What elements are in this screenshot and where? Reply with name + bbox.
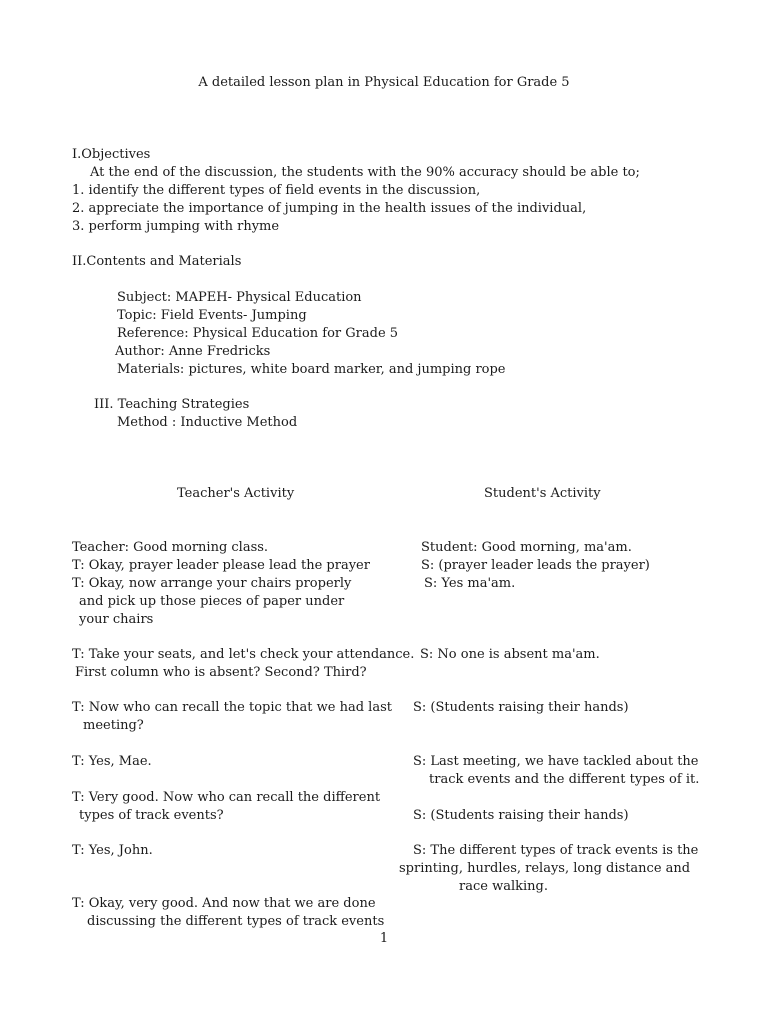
teacher-line: Teacher: Good morning class. [72,540,269,555]
objectives-intro: At the end of the discussion, the students with the 90% accuracy should be able to; [90,165,640,180]
teacher-activity-heading: Teacher's Activity [177,486,295,501]
materials-line: Materials: pictures, white board marker, and jumping rope [117,362,506,377]
page-number: 1 [379,931,389,946]
author-line: Author: Anne Fredricks [115,344,271,359]
objective-item: 3. perform jumping with rhyme [72,219,280,234]
teacher-line: First column who is absent? Second? Third? [75,665,367,680]
teacher-line: T: Now who can recall the topic that we had last [72,700,392,715]
teacher-line: T: Take your seats, and let's check your attendance. [72,647,415,662]
student-line: S: No one is absent ma'am. [420,647,600,662]
teacher-line: types of track events? [79,808,224,823]
teacher-line: T: Yes, John. [72,843,153,858]
method-line: Method : Inductive Method [117,415,298,430]
subject-line: Subject: MAPEH- Physical Education [117,290,362,305]
objective-item: 2. appreciate the importance of jumping in the health issues of the individual, [72,201,587,216]
student-line: sprinting, hurdles, relays, long distance and [399,861,691,876]
teacher-line: discussing the different types of track events [87,914,385,929]
student-line: Student: Good morning, ma'am. [421,540,632,555]
teacher-line: and pick up those pieces of paper under [79,594,345,609]
reference-line: Reference: Physical Education for Grade 5 [117,326,399,341]
student-line: race walking. [459,879,548,894]
teacher-line: your chairs [79,612,154,627]
student-line: S: (Students raising their hands) [413,700,629,715]
teacher-line: T: Very good. Now who can recall the different [72,790,381,805]
document-title: A detailed lesson plan in Physical Education for Grade 5 [198,75,570,90]
teacher-line: T: Okay, prayer leader please lead the prayer [72,558,370,573]
student-line: S: Yes ma'am. [424,576,516,591]
objective-item: 1. identify the different types of field events in the discussion, [72,183,481,198]
objectives-heading: I.Objectives [72,147,151,162]
student-line: S: (prayer leader leads the prayer) [421,558,650,573]
student-line: S: (Students raising their hands) [413,808,629,823]
student-line: track events and the different types of it. [429,772,700,787]
student-activity-heading: Student's Activity [484,486,601,501]
student-line: S: The different types of track events is the [413,843,699,858]
contents-heading: II.Contents and Materials [72,254,242,269]
strategies-heading: III. Teaching Strategies [94,397,250,412]
topic-line: Topic: Field Events- Jumping [117,308,307,323]
student-line: S: Last meeting, we have tackled about the [413,754,699,769]
teacher-line: T: Okay, very good. And now that we are done [72,896,376,911]
teacher-line: meeting? [83,718,144,733]
teacher-line: T: Yes, Mae. [72,754,152,769]
teacher-line: T: Okay, now arrange your chairs properly [72,576,352,591]
